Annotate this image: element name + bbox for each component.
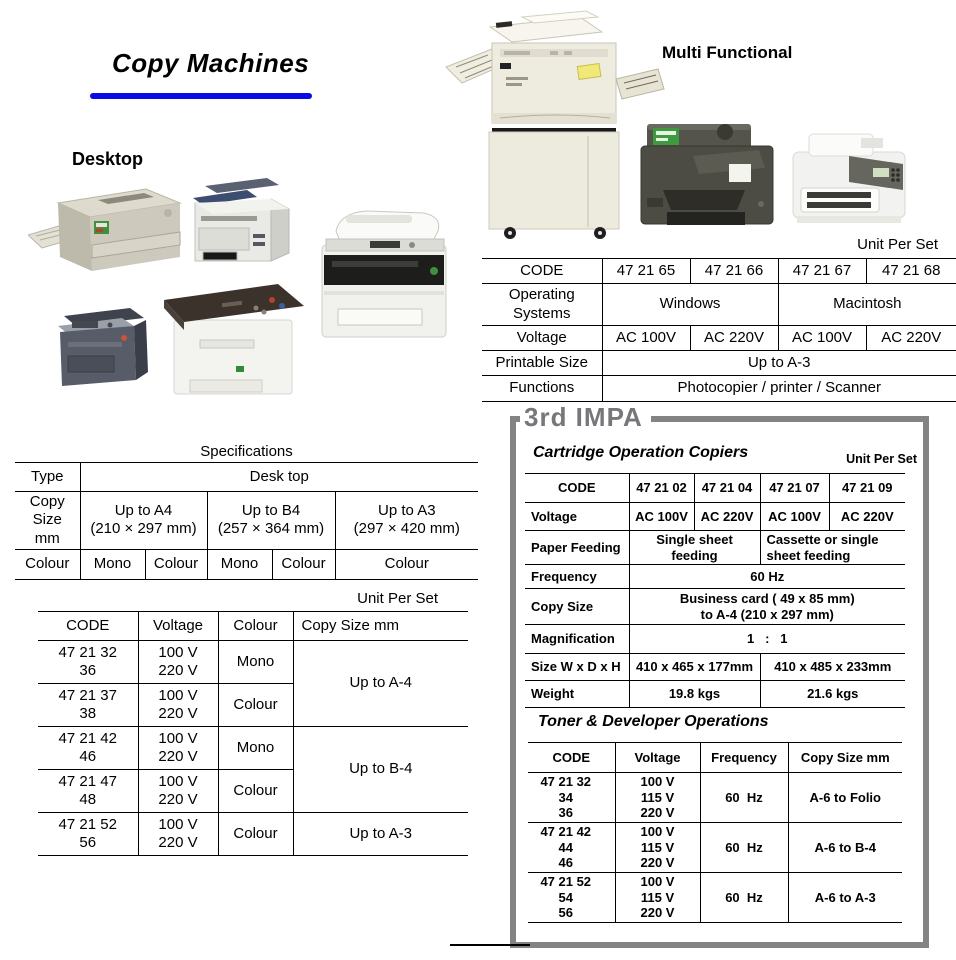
code-line: 48: [79, 791, 97, 808]
voltage-line: 100 V: [158, 772, 198, 790]
header-voltage: Voltage: [615, 743, 700, 773]
code-cell: 47 21 67: [778, 259, 866, 284]
table-row: [482, 351, 956, 376]
copy-size-cell: Up to B-4: [293, 727, 468, 813]
table-row: [38, 813, 468, 856]
code-line: 47 21 32: [540, 774, 592, 790]
feeding-value-cell: Single sheet feeding: [629, 531, 760, 565]
mf-unit-per-set: Unit Per Set: [857, 236, 938, 253]
code-line: 36: [79, 662, 97, 679]
codes-unit-per-set: Unit Per Set: [357, 590, 438, 607]
voltage-cell: AC 220V: [866, 326, 956, 351]
specifications-caption: Specifications: [200, 443, 293, 460]
size-name: Up to B4: [241, 502, 301, 520]
voltage-line: 220 V: [640, 855, 675, 871]
header-colour: Colour: [218, 612, 293, 641]
size-value-cell: 410 x 485 x 233mm: [760, 654, 905, 681]
feeding-label-cell: Paper Feeding: [525, 531, 629, 565]
voltage-cell: [615, 823, 700, 873]
colour-cell: Mono: [207, 549, 272, 579]
code-line: 38: [79, 705, 97, 722]
beige-laser-printer-image: [28, 183, 183, 283]
table-row: [482, 284, 956, 326]
voltage-line: 100 V: [640, 824, 675, 840]
voltage-line: 220 V: [158, 748, 198, 765]
code-line: 44: [558, 839, 573, 855]
code-cell: [528, 823, 615, 873]
page-bottom-mark: [450, 944, 530, 946]
code-line: 47 21 52: [58, 815, 117, 833]
desktop-section-label: Desktop: [72, 149, 144, 169]
code-cell: 47 21 65: [602, 259, 690, 284]
table-row: [482, 259, 956, 284]
table-row: [525, 565, 905, 589]
header-voltage: Voltage: [138, 612, 218, 641]
voltage-line: 115 V: [640, 789, 675, 805]
colour-cell: Mono: [218, 727, 293, 770]
os-value-cell: Windows: [602, 284, 778, 326]
header-code: CODE: [38, 612, 138, 641]
code-cell: [38, 813, 138, 856]
table-row: [525, 589, 905, 625]
code-line: 47 21 37: [58, 686, 117, 704]
voltage-cell: [138, 727, 218, 770]
voltage-line: 100 V: [158, 686, 198, 704]
colour-cell: Colour: [145, 549, 207, 579]
code-cell: [38, 684, 138, 727]
voltage-line: 220 V: [158, 791, 198, 808]
copy-size-cell: A-6 to A-3: [788, 873, 902, 923]
code-line: 34: [558, 789, 573, 805]
specifications-table: [15, 462, 478, 580]
samsung-colour-mfp-image: [160, 280, 308, 402]
code-line: 47 21 42: [58, 729, 117, 747]
header-code: CODE: [528, 743, 615, 773]
code-label-cell: CODE: [482, 259, 602, 284]
code-cell: 47 21 02: [629, 474, 694, 503]
header-frequency: Frequency: [700, 743, 788, 773]
multifunctional-table: [482, 258, 956, 402]
toner-table: [528, 742, 902, 923]
voltage-cell: AC 100V: [602, 326, 690, 351]
table-row: [38, 641, 468, 684]
cartridge-title: Cartridge Operation Copiers: [533, 444, 749, 461]
feeding-value-cell: Cassette or single sheet feeding: [760, 531, 905, 565]
table-row: [528, 873, 902, 923]
voltage-cell: AC 100V: [778, 326, 866, 351]
size-label-cell: Size W x D x H: [525, 654, 629, 681]
table-row: [528, 823, 902, 873]
colour-cell: Mono: [80, 549, 145, 579]
code-cell: [528, 873, 615, 923]
floor-standing-copier-image: [430, 5, 665, 240]
os-label-cell: Operating Systems: [482, 284, 602, 326]
table-row: [525, 503, 905, 531]
voltage-line: 220 V: [158, 834, 198, 851]
colour-label-cell: Colour: [15, 549, 80, 579]
compact-dark-mfp-image: [52, 300, 152, 392]
weight-value-cell: 21.6 kgs: [760, 681, 905, 708]
printable-value-cell: Up to A-3: [602, 351, 956, 376]
code-line: 56: [79, 834, 97, 851]
impa-box: [510, 402, 929, 948]
table-header-row: [38, 612, 468, 641]
table-row: [482, 376, 956, 402]
code-line: 47 21 47: [58, 772, 117, 790]
voltage-cell: AC 220V: [690, 326, 778, 351]
copy-size-a4-cell: [80, 492, 207, 550]
voltage-cell: [138, 770, 218, 813]
copysize-value-cell: [629, 589, 905, 625]
voltage-line: 115 V: [640, 889, 675, 905]
voltage-line: 100 V: [158, 643, 198, 661]
voltage-line: 115 V: [640, 839, 675, 855]
code-cell: 47 21 09: [829, 474, 905, 503]
colour-cell: Colour: [218, 684, 293, 727]
magnification-value-cell: 1 : 1: [629, 625, 905, 654]
code-line: 36: [558, 805, 573, 821]
functions-label-cell: Functions: [482, 376, 602, 402]
code-line: 47 21 32: [58, 643, 117, 661]
table-row: [525, 654, 905, 681]
multifunctional-section-label: Multi Functional: [662, 43, 793, 62]
voltage-cell: AC 220V: [829, 503, 905, 531]
table-row: [525, 625, 905, 654]
voltage-cell: [138, 641, 218, 684]
voltage-cell: [138, 813, 218, 856]
code-line: 54: [558, 889, 573, 905]
frequency-cell: 60 Hz: [700, 873, 788, 923]
code-line: 56: [558, 905, 573, 921]
cartridge-table: [525, 473, 905, 708]
voltage-line: 220 V: [158, 705, 198, 722]
code-cell: [38, 770, 138, 813]
voltage-line: 220 V: [158, 662, 198, 679]
size-dims: (257 × 364 mm): [217, 520, 325, 538]
code-line: 46: [79, 748, 97, 765]
code-cell: 47 21 66: [690, 259, 778, 284]
voltage-line: 220 V: [640, 805, 675, 821]
functions-value-cell: Photocopier / printer / Scanner: [602, 376, 956, 402]
copy-size-cell: Up to A-3: [293, 813, 468, 856]
code-cell: [38, 727, 138, 770]
voltage-cell: [615, 773, 700, 823]
frequency-value-cell: 60 Hz: [629, 565, 905, 589]
table-row: [482, 326, 956, 351]
size-name: Up to A3: [378, 502, 436, 520]
frequency-cell: 60 Hz: [700, 773, 788, 823]
frequency-cell: 60 Hz: [700, 823, 788, 873]
copy-size-label-cell: Copy Size mm: [15, 492, 80, 550]
printable-label-cell: Printable Size: [482, 351, 602, 376]
voltage-line: 220 V: [640, 905, 675, 921]
mono-mfp-copier-image: [185, 176, 293, 271]
voltage-cell: AC 100V: [760, 503, 829, 531]
table-row: [525, 681, 905, 708]
code-cell: 47 21 07: [760, 474, 829, 503]
voltage-line: 100 V: [158, 729, 198, 747]
dark-officejet-mfp-image: [633, 112, 783, 238]
size-name: Up to A4: [114, 502, 173, 520]
voltage-cell: AC 220V: [694, 503, 760, 531]
size-value-cell: 410 x 465 x 177mm: [629, 654, 760, 681]
colour-cell: Colour: [335, 549, 478, 579]
copy-size-b4-cell: [207, 492, 335, 550]
copy-size-cell: Up to A-4: [293, 641, 468, 727]
code-line: 46: [558, 855, 573, 871]
code-cell: 47 21 04: [694, 474, 760, 503]
copysize-line: to A-4 (210 x 297 mm): [700, 606, 834, 622]
desktop-codes-table: [38, 611, 468, 856]
impa-legend: 3rd IMPA: [520, 402, 651, 433]
voltage-line: 100 V: [158, 815, 198, 833]
frequency-label-cell: Frequency: [525, 565, 629, 589]
toner-title: Toner & Developer Operations: [538, 713, 769, 730]
copy-size-cell: A-6 to B-4: [788, 823, 902, 873]
weight-label-cell: Weight: [525, 681, 629, 708]
header-copy-size: Copy Size mm: [788, 743, 902, 773]
header-copy-size: Copy Size mm: [293, 612, 468, 641]
code-cell: 47 21 68: [866, 259, 956, 284]
colour-cell: Mono: [218, 641, 293, 684]
colour-cell: Colour: [218, 770, 293, 813]
weight-value-cell: 19.8 kgs: [629, 681, 760, 708]
code-line: 47 21 42: [540, 824, 592, 840]
table-row: [525, 474, 905, 503]
title-underline: [90, 93, 312, 99]
voltage-cell: AC 100V: [629, 503, 694, 531]
code-label-cell: CODE: [525, 474, 629, 503]
voltage-line: 100 V: [640, 774, 675, 790]
copy-size-cell: A-6 to Folio: [788, 773, 902, 823]
table-row: [528, 773, 902, 823]
table-row: [15, 492, 478, 550]
copysize-label-cell: Copy Size: [525, 589, 629, 625]
copy-size-a3-cell: [335, 492, 478, 550]
size-dims: (297 × 420 mm): [353, 520, 460, 538]
type-value-cell: Desk top: [80, 463, 478, 492]
table-row: [525, 531, 905, 565]
code-line: 47 21 52: [540, 874, 592, 890]
code-cell: [528, 773, 615, 823]
table-row: [15, 549, 478, 579]
copysize-line: Business card ( 49 x 85 mm): [679, 591, 855, 607]
colour-cell: Colour: [272, 549, 335, 579]
page-title: Copy Machines: [112, 48, 310, 78]
size-dims: (210 × 297 mm): [90, 520, 197, 538]
voltage-cell: [138, 684, 218, 727]
table-row: [15, 463, 478, 492]
table-row: [38, 727, 468, 770]
voltage-label-cell: Voltage: [525, 503, 629, 531]
white-compact-mfp-image: [785, 126, 913, 228]
cartridge-unit-per-set: Unit Per Set: [846, 452, 917, 466]
type-label-cell: Type: [15, 463, 80, 492]
voltage-cell: [615, 873, 700, 923]
colour-cell: Colour: [218, 813, 293, 856]
voltage-label-cell: Voltage: [482, 326, 602, 351]
os-value-cell: Macintosh: [778, 284, 956, 326]
magnification-label-cell: Magnification: [525, 625, 629, 654]
voltage-line: 100 V: [640, 874, 675, 890]
code-cell: [38, 641, 138, 684]
table-header-row: [528, 743, 902, 773]
